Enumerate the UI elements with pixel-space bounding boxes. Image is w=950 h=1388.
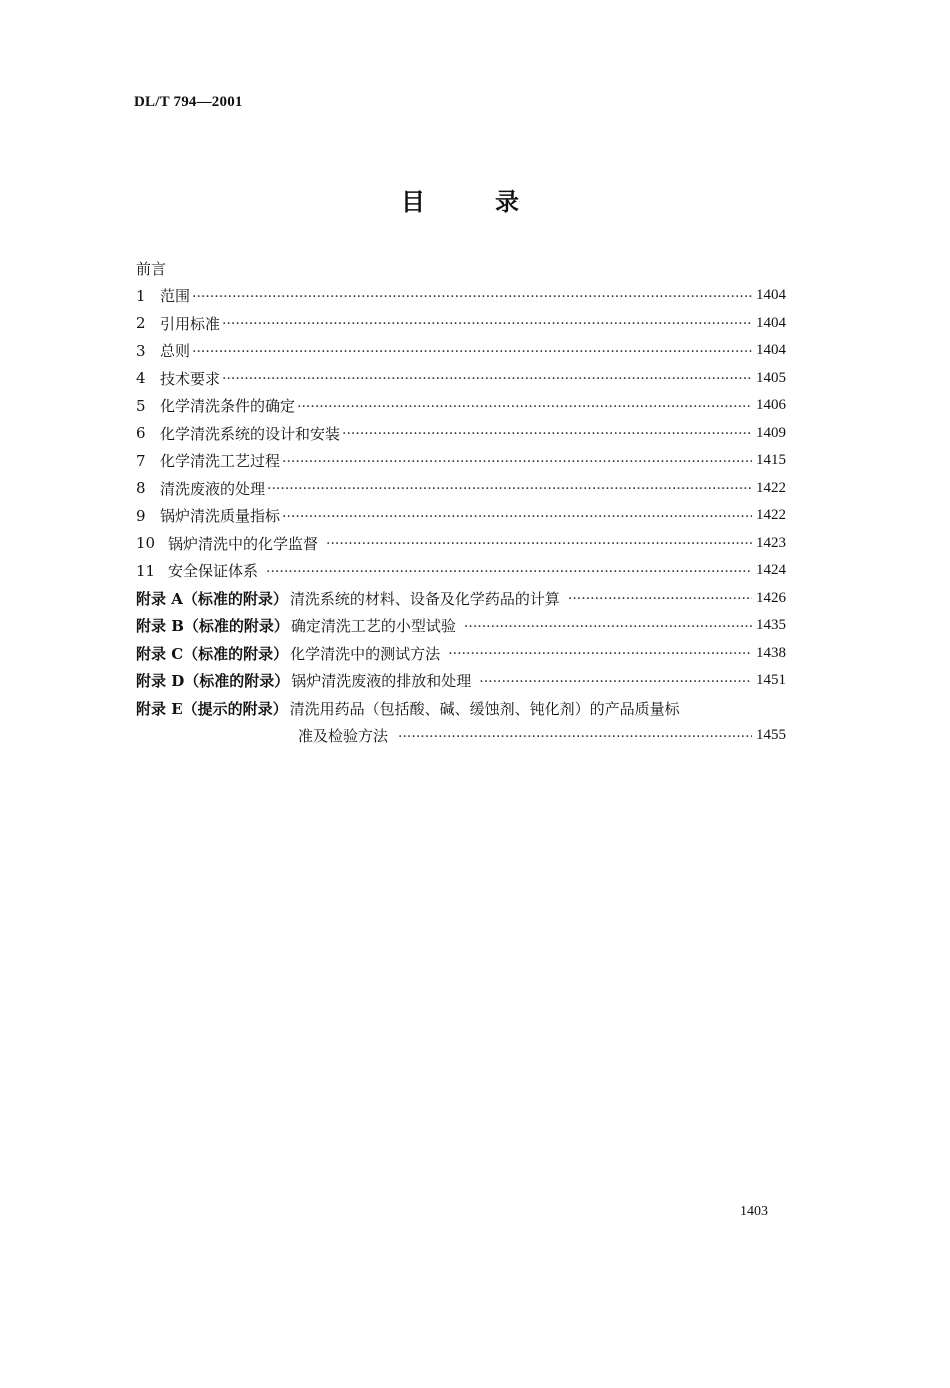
toc-leader-dots [282,507,752,525]
document-code: DL/T 794—2001 [134,94,243,110]
toc-entry-page: 1451 [756,672,786,688]
toc-entry-text: 化学清洗工艺过程 [160,452,281,470]
toc-entry-page: 1404 [756,342,786,358]
toc-entry-8[interactable] [136,475,786,502]
appendix-label: 附录 D（标准的附录） [136,672,290,690]
toc-entry-page: 1423 [756,534,786,551]
toc-leader-dots [326,534,752,552]
toc-leader-dots [267,479,752,497]
toc-entry-text: 锅炉清洗质量指标 [160,507,281,525]
toc-entry-number: 4 [136,369,146,387]
toc-entry-number: 1 [136,286,146,305]
toc-entry-number: 6 [136,424,146,442]
toc-leader-dots [192,342,752,360]
appendix-text: 确定清洗工艺的小型试验 [290,617,456,635]
toc-entry-text: 引用标准 [160,314,221,333]
toc-entry-text: 范围 [160,287,191,305]
toc-entry-11[interactable] [136,557,786,584]
toc-leader-dots [297,397,752,415]
toc-entry-number: 10 [136,534,156,552]
appendix-text: 清洗系统的材料、设备及化学药品的计算 [289,589,560,608]
toc-leader-dots [222,369,752,387]
toc-entry-page: 1409 [756,424,786,441]
toc-entry-1[interactable] [136,282,786,309]
toc-entry-5[interactable] [136,392,786,419]
toc-leader-dots [398,727,752,745]
toc-entry-2[interactable] [136,310,786,337]
page-number: 1403 [740,1204,768,1219]
toc-entry-3[interactable] [136,337,786,364]
toc-entry-page: 1422 [756,507,786,523]
toc-entry-number: 8 [136,479,146,497]
toc-entry-6[interactable] [136,420,786,447]
toc-leader-dots [266,562,752,580]
toc-entry-number: 11 [136,561,156,580]
toc-entry-number: 5 [136,396,146,415]
toc-entry-page: 1455 [756,727,786,743]
toc-leader-dots [448,644,752,662]
toc-entry-text: 安全保证体系 [168,562,259,580]
toc-entry-text: 技术要求 [160,369,221,388]
appendix-label: 附录 A（标准的附录） [136,589,288,608]
toc-entry-page: 1405 [756,369,786,386]
toc-appendix-a[interactable] [136,585,786,612]
toc-leader-dots [342,424,752,442]
toc-leader-dots [479,672,752,690]
toc-entry-text: 化学清洗条件的确定 [160,397,296,415]
appendix-text: 锅炉清洗废液的排放和处理 [291,672,472,690]
toc-appendix-b[interactable] [136,612,786,639]
toc-leader-dots [222,314,752,332]
toc-leader-dots [568,589,752,607]
toc-entry-number: 3 [136,341,146,360]
toc-entry-number: 9 [136,506,146,525]
toc-entry-page: 1404 [756,287,786,303]
appendix-text: 化学清洗中的测试方法 [290,644,441,663]
toc-entry-page: 1424 [756,562,786,578]
toc-entry-page: 1404 [756,314,786,331]
toc-entry-number: 7 [136,451,146,470]
toc-entry-page: 1438 [756,644,786,661]
toc-entry-text: 清洗废液的处理 [160,479,266,498]
toc-appendix-e[interactable] [136,695,786,722]
toc-leader-dots [464,617,752,635]
toc-entry-page: 1435 [756,617,786,633]
toc-entry-page: 1406 [756,397,786,413]
toc-entry-text: 总则 [160,342,191,360]
toc-preface[interactable] [136,255,786,282]
toc-entry-number: 2 [136,314,146,332]
toc-entry-page: 1426 [756,589,786,606]
appendix-text-continuation: 准及检验方法 [298,727,389,745]
toc-entry-7[interactable] [136,447,786,474]
title-char-2: 录 [495,188,519,216]
appendix-text: 清洗用药品（包括酸、碱、缓蚀剂、钝化剂）的产品质量标 [289,699,680,718]
toc-entry-page: 1415 [756,452,786,468]
appendix-label: 附录 E（提示的附录） [136,699,288,718]
appendix-label: 附录 C（标准的附录） [136,644,289,663]
toc-entry-page: 1422 [756,479,786,496]
title-char-1: 目 [401,188,425,216]
appendix-label: 附录 B（标准的附录） [136,617,289,635]
toc-preface-label: 前言 [136,260,167,278]
toc-leader-dots [192,287,752,305]
toc-entry-text: 锅炉清洗中的化学监督 [168,534,319,553]
toc-leader-dots [282,452,752,470]
toc-entry-4[interactable] [136,365,786,392]
toc-entry-10[interactable] [136,530,786,557]
toc-entry-text: 化学清洗系统的设计和安装 [160,424,341,443]
toc-appendix-d[interactable] [136,667,786,694]
toc-entry-9[interactable] [136,502,786,529]
toc-appendix-e-cont[interactable] [298,722,786,749]
toc-appendix-c[interactable] [136,640,786,667]
page-title [0,182,920,217]
